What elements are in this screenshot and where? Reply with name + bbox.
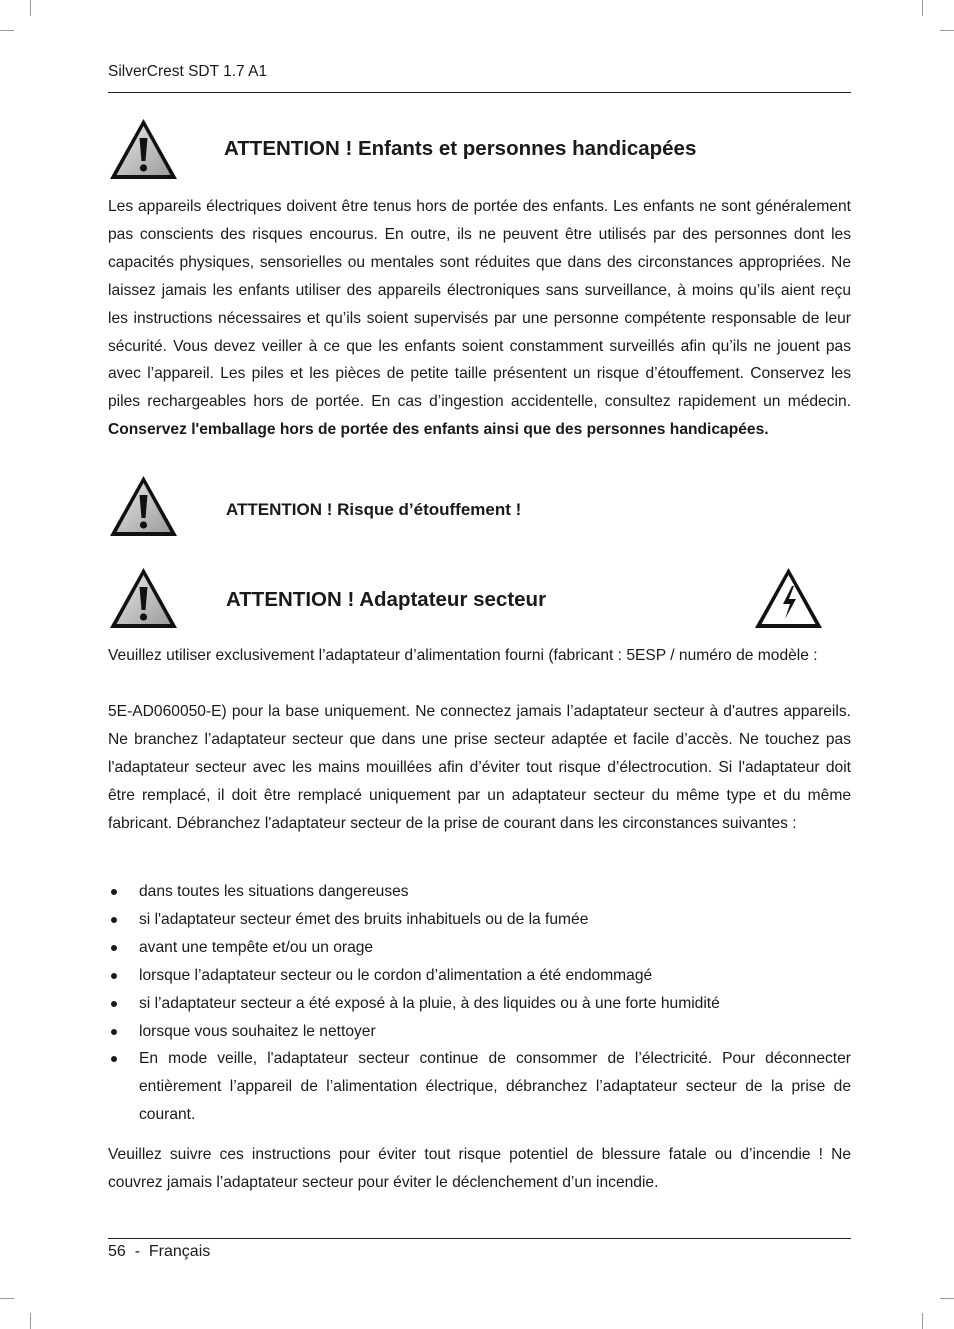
- list-item: si l'adaptateur secteur émet des bruits inhabituels ou de la fumée: [108, 906, 851, 934]
- bullet-icon: [111, 1001, 117, 1007]
- list-item: En mode veille, l'adaptateur secteur continue de consommer de l’électricité. Pour déconnecter entièrement l’appareil de l’alimentation électrique, débranchez l’adaptateur secteur de la prise de courant.: [108, 1045, 851, 1129]
- bullet-icon: [111, 1056, 117, 1062]
- bullet-icon: [111, 917, 117, 923]
- crop-mark: [0, 1298, 14, 1299]
- adapter-closing-text: Veuillez suivre ces instructions pour éviter tout risque potentiel de blessure fatale ou d’incendie ! Ne couvrez jamais l’adaptateur secteur pour éviter le déclenchement d’un incendie.: [108, 1146, 851, 1191]
- high-voltage-icon: [753, 566, 824, 630]
- section-heading-children: ATTENTION ! Enfants et personnes handicapées: [224, 137, 697, 160]
- list-item: lorsque l’adaptateur secteur ou le cordon d’alimentation a été endommagé: [108, 962, 851, 990]
- header-rule: [108, 92, 851, 93]
- crop-mark: [30, 0, 31, 16]
- section-body-children: [108, 193, 851, 444]
- crop-mark: [0, 30, 14, 31]
- section-heading-choking: ATTENTION ! Risque d’étouffement !: [226, 500, 522, 519]
- list-item: si l’adaptateur secteur a été exposé à la pluie, à des liquides ou à une forte humidité: [108, 990, 851, 1018]
- warning-triangle-icon: [108, 566, 179, 630]
- adapter-bullet-list: [108, 878, 851, 1129]
- list-item: lorsque vous souhaitez le nettoyer: [108, 1018, 851, 1046]
- warning-triangle-icon: [108, 117, 179, 181]
- adapter-intro-line2: 5E-AD060050-E) pour la base uniquement. Ne connectez jamais l’adaptateur secteur à d'autres appareils. Ne branchez l’adaptateur secteur que dans une prise secteur adaptée et facile d’accès. Ne touchez pas l'adaptateur secteur avec les mains mouillées afin d’éviter tout risque d’électrocution. Si l'adaptateur doit être remplacé, il doit être remplacé uniquement par un adaptateur secteur du même type et du même fabricant. Débranchez l'adaptateur secteur de la prise de courant dans les circonstances suivantes :: [108, 703, 851, 832]
- crop-mark: [30, 1313, 31, 1329]
- document-header-title: SilverCrest SDT 1.7 A1: [108, 63, 268, 80]
- body-text: Les appareils électriques doivent être tenus hors de portée des enfants. Les enfants ne sont généralement pas conscients des risques encourus. En outre, ils ne peuvent être utilisés par des personnes dont les capacités physiques, sensorielles ou mentales sont réduites que dans des circonstances appropriées. Ne laissez jamais les enfants utiliser des appareils électroniques sans surveillance, à moins qu’ils aient reçu les instructions nécessaires et qu’ils soient supervisés par une personne compétente responsable de leur sécurité. Vous devez veiller à ce que les enfants soient constamment surveillés afin qu’ils ne jouent pas avec l’appareil. Les piles et les pièces de petite taille présentent un risque d’étouffement. Conservez les piles rechargeables hors de portée. En cas d’ingestion accidentelle, consultez rapidement un médecin.: [108, 198, 851, 411]
- page-number: 56 - Français: [108, 1243, 211, 1260]
- bullet-icon: [111, 1029, 117, 1035]
- bullet-icon: [111, 973, 117, 979]
- body-text-bold: Conservez l'emballage hors de portée des enfants ainsi que des personnes handicapées.: [108, 421, 769, 439]
- warning-triangle-icon: [108, 474, 179, 538]
- adapter-intro-line1: Veuillez utiliser exclusivement l’adaptateur d’alimentation fourni (fabricant : 5ESP / numéro de modèle :: [108, 647, 818, 664]
- bullet-icon: [111, 889, 117, 895]
- bullet-icon: [111, 945, 117, 951]
- list-item: avant une tempête et/ou un orage: [108, 934, 851, 962]
- crop-mark: [922, 0, 923, 16]
- crop-mark: [940, 1298, 954, 1299]
- list-item: dans toutes les situations dangereuses: [108, 878, 851, 906]
- section-heading-adapter: ATTENTION ! Adaptateur secteur: [226, 588, 547, 611]
- crop-mark: [922, 1313, 923, 1329]
- footer-rule: [108, 1238, 851, 1239]
- crop-mark: [940, 30, 954, 31]
